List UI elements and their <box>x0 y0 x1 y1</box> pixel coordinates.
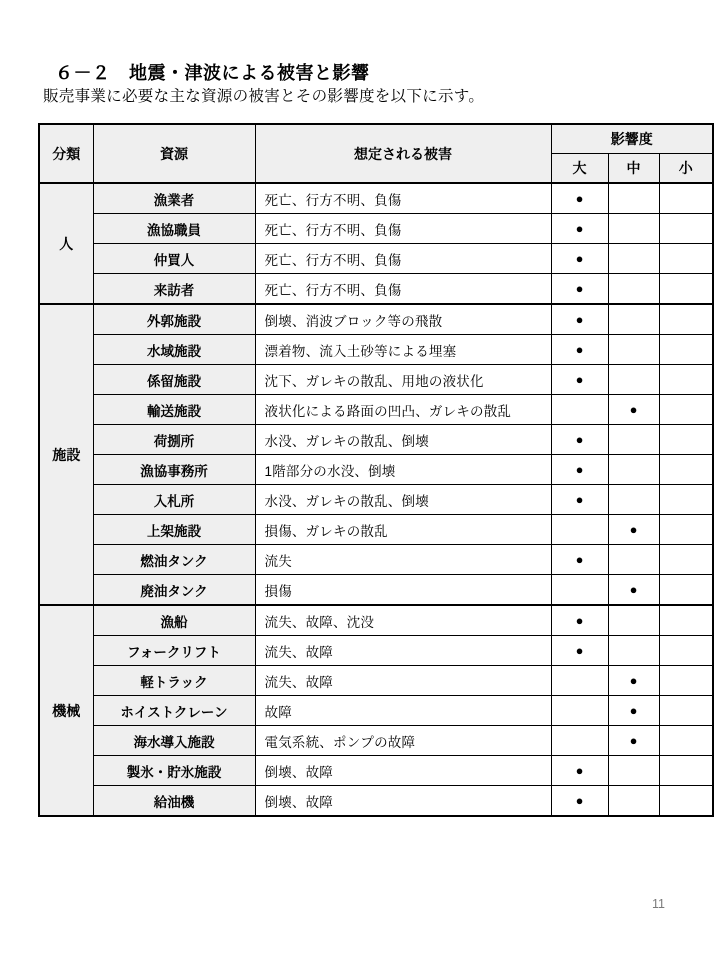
damage-cell: 沈下、ガレキの散乱、用地の液状化 <box>255 365 551 395</box>
impact-dot: ● <box>575 221 584 236</box>
damage-cell: 倒壊、故障 <box>255 786 551 817</box>
impact-dot: ● <box>575 613 584 628</box>
impact-cell-large <box>551 786 608 817</box>
impact-dot: ● <box>629 703 638 718</box>
impact-dot: ● <box>629 522 638 537</box>
impact-cell-small <box>659 274 713 305</box>
resource-cell: 給油機 <box>93 786 255 817</box>
damage-cell: 損傷、ガレキの散乱 <box>255 515 551 545</box>
impact-dot: ● <box>575 312 584 327</box>
impact-dot: ● <box>575 552 584 567</box>
table-row <box>39 666 713 696</box>
resource-cell: 軽トラック <box>93 666 255 696</box>
table-row <box>39 696 713 726</box>
impact-cell-medium <box>608 425 659 455</box>
table-row <box>39 214 713 244</box>
table-row <box>39 335 713 365</box>
impact-dot: ● <box>575 793 584 808</box>
impact-cell-large <box>551 455 608 485</box>
impact-dot: ● <box>629 733 638 748</box>
resource-cell: 製氷・貯氷施設 <box>93 756 255 786</box>
impact-dot: ● <box>629 673 638 688</box>
column-header-category: 分類 <box>39 124 93 183</box>
impact-cell-small <box>659 575 713 606</box>
impact-cell-medium <box>608 786 659 817</box>
table-row <box>39 786 713 817</box>
impact-cell-medium <box>608 636 659 666</box>
impact-cell-large <box>551 726 608 756</box>
impact-cell-small <box>659 244 713 274</box>
damage-cell: 損傷 <box>255 575 551 606</box>
impact-cell-medium <box>608 726 659 756</box>
table-row <box>39 756 713 786</box>
damage-cell: 水没、ガレキの散乱、倒壊 <box>255 425 551 455</box>
table-row <box>39 395 713 425</box>
impact-cell-large <box>551 545 608 575</box>
table-body <box>39 183 713 816</box>
impact-cell-medium <box>608 666 659 696</box>
impact-dot: ● <box>575 342 584 357</box>
table-row <box>39 575 713 606</box>
impact-cell-medium <box>608 304 659 335</box>
page-subtitle: 販売事業に必要な主な資源の被害とその影響度を以下に示す。 <box>43 88 485 105</box>
category-cell: 施設 <box>39 304 93 605</box>
resource-cell: ホイストクレーン <box>93 696 255 726</box>
column-header-damage: 想定される被害 <box>255 124 551 183</box>
damage-cell: 流失 <box>255 545 551 575</box>
impact-cell-small <box>659 335 713 365</box>
column-header-impact-medium: 中 <box>608 154 659 184</box>
impact-cell-small <box>659 605 713 636</box>
table-row <box>39 605 713 636</box>
category-cell: 人 <box>39 183 93 304</box>
impact-cell-large <box>551 756 608 786</box>
damage-cell: 流失、故障 <box>255 666 551 696</box>
impact-cell-large <box>551 304 608 335</box>
impact-cell-small <box>659 515 713 545</box>
resource-cell: 外郭施設 <box>93 304 255 335</box>
impact-cell-small <box>659 545 713 575</box>
resource-cell: 漁協事務所 <box>93 455 255 485</box>
impact-dot: ● <box>575 251 584 266</box>
damage-cell: 1階部分の水没、倒壊 <box>255 455 551 485</box>
impact-dot: ● <box>575 191 584 206</box>
impact-dot: ● <box>629 402 638 417</box>
impact-cell-small <box>659 666 713 696</box>
impact-cell-large <box>551 666 608 696</box>
damage-cell: 電気系統、ポンプの故障 <box>255 726 551 756</box>
impact-cell-large <box>551 696 608 726</box>
impact-cell-small <box>659 786 713 817</box>
table-row <box>39 274 713 305</box>
damage-cell: 死亡、行方不明、負傷 <box>255 214 551 244</box>
resource-cell: 上架施設 <box>93 515 255 545</box>
resource-cell: 来訪者 <box>93 274 255 305</box>
table-row <box>39 304 713 335</box>
table-row <box>39 726 713 756</box>
resource-cell: 海水導入施設 <box>93 726 255 756</box>
damage-cell: 死亡、行方不明、負傷 <box>255 244 551 274</box>
table-row <box>39 365 713 395</box>
impact-cell-large <box>551 395 608 425</box>
impact-cell-small <box>659 726 713 756</box>
damage-cell: 漂着物、流入土砂等による埋塞 <box>255 335 551 365</box>
resource-cell: 燃油タンク <box>93 545 255 575</box>
impact-cell-large <box>551 636 608 666</box>
impact-cell-large <box>551 244 608 274</box>
resource-cell: 水域施設 <box>93 335 255 365</box>
resource-cell: フォークリフト <box>93 636 255 666</box>
impact-cell-medium <box>608 335 659 365</box>
impact-dot: ● <box>575 432 584 447</box>
impact-cell-large <box>551 274 608 305</box>
impact-cell-large <box>551 605 608 636</box>
impact-cell-medium <box>608 575 659 606</box>
impact-cell-medium <box>608 365 659 395</box>
resource-cell: 仲買人 <box>93 244 255 274</box>
impact-dot: ● <box>575 372 584 387</box>
damage-cell: 流失、故障 <box>255 636 551 666</box>
resource-cell: 漁業者 <box>93 183 255 214</box>
impact-cell-small <box>659 636 713 666</box>
impact-cell-medium <box>608 395 659 425</box>
impact-cell-medium <box>608 545 659 575</box>
impact-cell-medium <box>608 605 659 636</box>
impact-cell-medium <box>608 183 659 214</box>
table-header-row <box>39 124 713 154</box>
resource-cell: 荷捌所 <box>93 425 255 455</box>
table-row <box>39 485 713 515</box>
impact-cell-medium <box>608 485 659 515</box>
impact-cell-large <box>551 183 608 214</box>
impact-cell-large <box>551 485 608 515</box>
impact-dot: ● <box>575 281 584 296</box>
impact-dot: ● <box>575 763 584 778</box>
column-header-impact-large: 大 <box>551 154 608 184</box>
impact-cell-small <box>659 485 713 515</box>
resource-cell: 係留施設 <box>93 365 255 395</box>
column-header-impact-small: 小 <box>659 154 713 184</box>
column-header-resource: 資源 <box>93 124 255 183</box>
impact-cell-small <box>659 214 713 244</box>
impact-cell-small <box>659 756 713 786</box>
impact-dot: ● <box>629 582 638 597</box>
page-number: 11 <box>652 897 665 911</box>
impact-cell-medium <box>608 244 659 274</box>
damage-cell: 死亡、行方不明、負傷 <box>255 183 551 214</box>
resource-cell: 輸送施設 <box>93 395 255 425</box>
impact-cell-large <box>551 515 608 545</box>
resource-cell: 漁協職員 <box>93 214 255 244</box>
damage-impact-table <box>38 123 714 817</box>
impact-cell-large <box>551 425 608 455</box>
impact-cell-small <box>659 183 713 214</box>
impact-cell-medium <box>608 515 659 545</box>
impact-cell-medium <box>608 696 659 726</box>
impact-dot: ● <box>575 643 584 658</box>
impact-cell-small <box>659 696 713 726</box>
impact-cell-medium <box>608 756 659 786</box>
column-header-impact: 影響度 <box>551 124 713 154</box>
impact-dot: ● <box>575 492 584 507</box>
table-row <box>39 515 713 545</box>
table-row <box>39 636 713 666</box>
category-cell: 機械 <box>39 605 93 816</box>
impact-cell-medium <box>608 214 659 244</box>
resource-cell: 入札所 <box>93 485 255 515</box>
page-title: ６－２ 地震・津波による被害と影響 <box>55 63 370 83</box>
impact-dot: ● <box>575 462 584 477</box>
damage-cell: 死亡、行方不明、負傷 <box>255 274 551 305</box>
table-row <box>39 244 713 274</box>
damage-cell: 流失、故障、沈没 <box>255 605 551 636</box>
damage-cell: 倒壊、故障 <box>255 756 551 786</box>
impact-cell-large <box>551 575 608 606</box>
impact-cell-small <box>659 395 713 425</box>
table-row <box>39 455 713 485</box>
table-row <box>39 545 713 575</box>
damage-cell: 倒壊、消波ブロック等の飛散 <box>255 304 551 335</box>
impact-cell-small <box>659 304 713 335</box>
impact-cell-large <box>551 214 608 244</box>
table-row <box>39 425 713 455</box>
impact-cell-large <box>551 365 608 395</box>
impact-cell-small <box>659 365 713 395</box>
resource-cell: 漁船 <box>93 605 255 636</box>
impact-cell-small <box>659 425 713 455</box>
impact-cell-medium <box>608 455 659 485</box>
impact-cell-medium <box>608 274 659 305</box>
table-row <box>39 183 713 214</box>
impact-cell-small <box>659 455 713 485</box>
resource-cell: 廃油タンク <box>93 575 255 606</box>
damage-cell: 水没、ガレキの散乱、倒壊 <box>255 485 551 515</box>
impact-cell-large <box>551 335 608 365</box>
damage-cell: 故障 <box>255 696 551 726</box>
damage-cell: 液状化による路面の凹凸、ガレキの散乱 <box>255 395 551 425</box>
